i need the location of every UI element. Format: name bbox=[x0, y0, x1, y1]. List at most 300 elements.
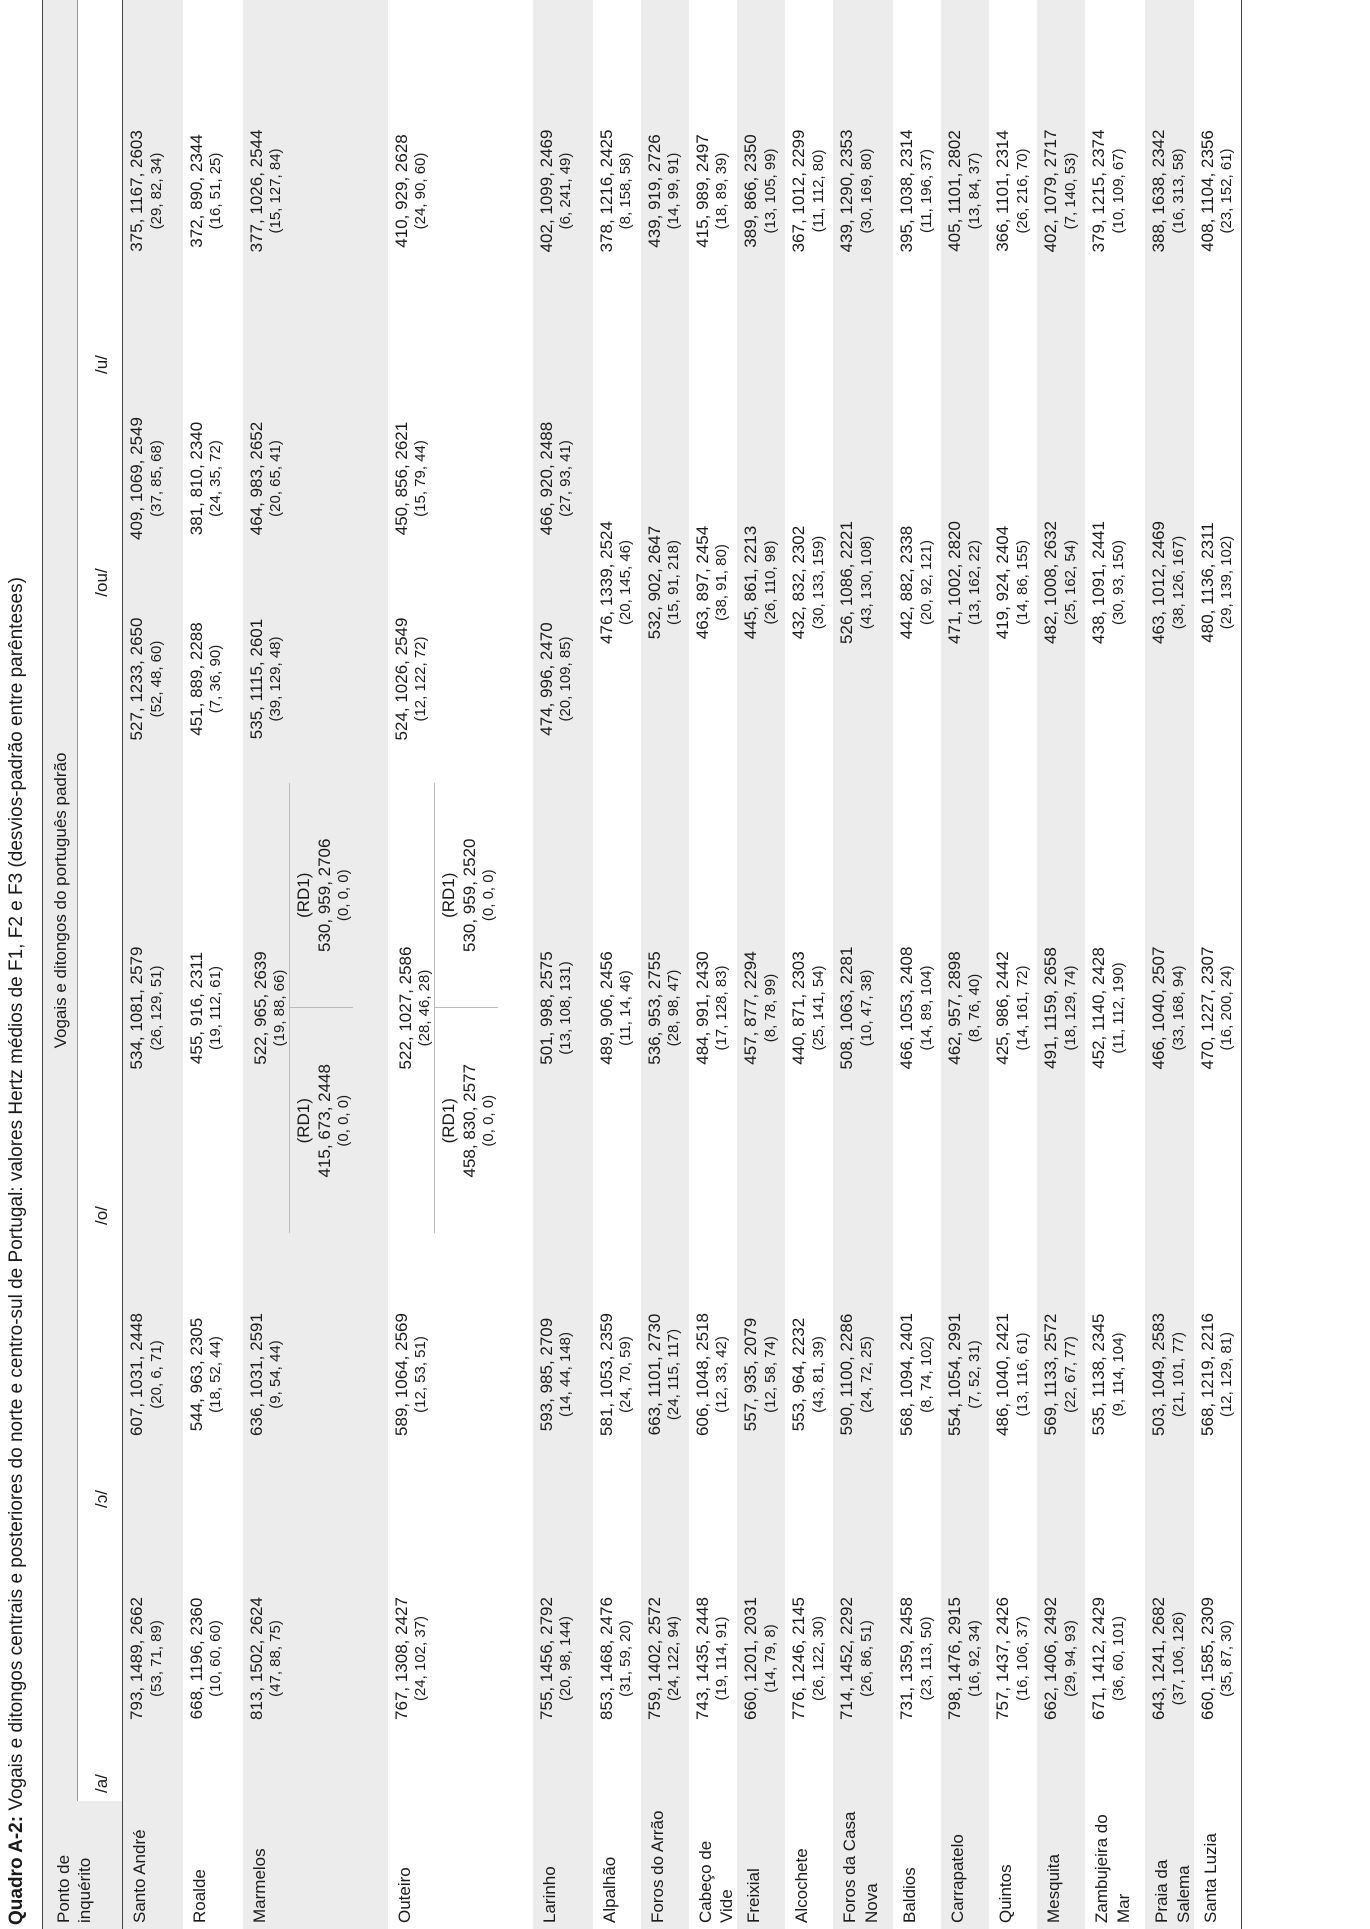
cell-a bbox=[785, 1516, 833, 1801]
mean-values: 377, 1026, 2544 bbox=[246, 129, 266, 253]
mean-values: 743, 1435, 2448 bbox=[692, 1597, 712, 1720]
std-devs: (31, 59, 20) bbox=[617, 1620, 635, 1697]
table-row bbox=[1037, 0, 1085, 1929]
std-devs: (8, 158, 58) bbox=[617, 152, 635, 230]
std-devs: (21, 101, 77) bbox=[1169, 1331, 1187, 1418]
std-devs: (15, 79, 44) bbox=[412, 440, 430, 517]
rd1-right bbox=[435, 783, 498, 1009]
mean-values: 379, 1215, 2374 bbox=[1089, 129, 1109, 253]
cell-open-o bbox=[689, 1233, 738, 1516]
std-devs: (8, 74, 102) bbox=[917, 1336, 935, 1413]
cell-u bbox=[689, 0, 738, 382]
std-devs: (20, 145, 46) bbox=[617, 539, 635, 626]
mean-values: 536, 953, 2755 bbox=[644, 951, 664, 1065]
site-name: Zambujeira do Mar bbox=[1092, 1814, 1133, 1923]
cell-a bbox=[737, 1516, 785, 1801]
mean-values: 508, 1063, 2281 bbox=[837, 946, 857, 1070]
mean-values: 554, 1054, 2991 bbox=[945, 1313, 965, 1436]
cell-u bbox=[893, 0, 941, 382]
cell-ou bbox=[1194, 382, 1242, 783]
cell-u bbox=[388, 0, 533, 382]
mean-values: 532, 902, 2647 bbox=[644, 525, 664, 640]
mean-values: 402, 1099, 2469 bbox=[536, 129, 556, 253]
std-devs: (33, 168, 94) bbox=[1169, 965, 1187, 1051]
mean-values: 438, 1091, 2441 bbox=[1089, 521, 1109, 644]
table-row bbox=[1145, 0, 1194, 1929]
std-devs: (11, 14, 46) bbox=[617, 970, 635, 1046]
cell-o bbox=[243, 783, 388, 1233]
site-name: Santa Luzia bbox=[1194, 1801, 1242, 1929]
std-devs: (29, 139, 102) bbox=[1218, 535, 1236, 630]
cell-o bbox=[785, 783, 833, 1233]
mean-values: 425, 986, 2442 bbox=[993, 951, 1013, 1065]
cell-ou bbox=[689, 382, 738, 783]
mean-values: 568, 1094, 2401 bbox=[897, 1313, 917, 1436]
std-devs: (12, 129, 81) bbox=[1218, 1331, 1236, 1418]
table-caption bbox=[6, 577, 28, 1925]
cell-a bbox=[989, 1516, 1037, 1801]
mean-values: 442, 882, 2338 bbox=[897, 525, 917, 640]
std-devs: (13, 84, 37) bbox=[965, 152, 983, 230]
rd1-right bbox=[290, 783, 353, 1009]
cell-open-o bbox=[833, 1233, 893, 1516]
site-name: Outeiro bbox=[394, 1867, 414, 1923]
mean-values: 526, 1086, 2221 bbox=[837, 521, 857, 644]
cell-open-o bbox=[785, 1233, 833, 1516]
mean-values: 378, 1216, 2425 bbox=[596, 129, 616, 253]
std-devs: (37, 85, 68) bbox=[147, 440, 165, 517]
table-row bbox=[641, 0, 689, 1929]
std-devs: (14, 99, 91) bbox=[665, 152, 683, 230]
site-name: Praia da Salema bbox=[1145, 1801, 1194, 1929]
cell-u bbox=[533, 0, 593, 382]
cell-a bbox=[388, 1516, 533, 1801]
site-name: Alpalhão bbox=[599, 1856, 619, 1923]
mean-values: 395, 1038, 2314 bbox=[897, 129, 917, 253]
mean-values: 590, 1100, 2286 bbox=[837, 1313, 857, 1436]
site-name: Santo André bbox=[123, 1801, 183, 1929]
cell-o bbox=[689, 783, 738, 1233]
mean-values: 482, 1008, 2632 bbox=[1041, 521, 1061, 644]
std-devs: (43, 130, 108) bbox=[857, 535, 875, 630]
cell-a bbox=[1037, 1516, 1085, 1801]
table-body bbox=[123, 0, 1242, 1929]
std-devs: (17, 128, 83) bbox=[713, 965, 731, 1051]
col-header-a: /a/ bbox=[92, 1774, 112, 1793]
cell-a bbox=[1145, 1516, 1194, 1801]
mean-values: 793, 1489, 2662 bbox=[127, 1597, 147, 1720]
std-devs: (13, 105, 99) bbox=[761, 148, 779, 234]
table-row bbox=[941, 0, 989, 1929]
cell-a bbox=[941, 1516, 989, 1801]
mean-values: 522, 965, 2639 bbox=[250, 951, 270, 1065]
std-devs: (26, 122, 30) bbox=[809, 1615, 827, 1702]
mean-values: 450, 856, 2621 bbox=[391, 421, 411, 536]
mean-values: 557, 935, 2079 bbox=[741, 1317, 761, 1432]
cell-o bbox=[1145, 783, 1194, 1233]
mean-values: 466, 1053, 2408 bbox=[897, 946, 917, 1070]
table-row bbox=[737, 0, 785, 1929]
mean-values: 522, 1027, 2586 bbox=[395, 946, 415, 1070]
std-devs: (29, 82, 34) bbox=[147, 152, 165, 230]
table-row bbox=[593, 0, 641, 1929]
std-devs: (24, 102, 37) bbox=[412, 1615, 430, 1702]
cell-u bbox=[123, 0, 183, 382]
cell-u bbox=[1145, 0, 1194, 382]
mean-values: 593, 985, 2709 bbox=[536, 1317, 556, 1432]
cell-open-o bbox=[243, 1233, 388, 1516]
std-devs: (13, 162, 22) bbox=[965, 539, 983, 626]
mean-values: 553, 964, 2232 bbox=[789, 1317, 809, 1432]
cell-open-o bbox=[183, 1233, 243, 1516]
mean-values: 458, 830, 2577 bbox=[459, 1064, 479, 1178]
mean-values: 452, 1140, 2428 bbox=[1089, 947, 1109, 1069]
std-devs: (16, 106, 37) bbox=[1013, 1615, 1031, 1702]
cell-open-o bbox=[1194, 1233, 1242, 1516]
mean-values: 535, 1115, 2601 bbox=[246, 618, 266, 740]
std-devs: (52, 48, 60) bbox=[147, 640, 165, 718]
mean-values: 607, 1031, 2448 bbox=[127, 1313, 147, 1436]
col-header-open-o: /ɔ/ bbox=[92, 1490, 112, 1508]
std-devs: (10, 60, 60) bbox=[207, 1620, 225, 1697]
site-name: Alcochete bbox=[792, 1848, 812, 1923]
cell-ou bbox=[785, 382, 833, 783]
group-header: Vogais e ditongos do português padrão bbox=[43, 0, 78, 1801]
mean-values: 470, 1227, 2307 bbox=[1197, 946, 1217, 1070]
mean-values: 389, 866, 2350 bbox=[741, 134, 761, 248]
mean-values: 524, 1026, 2549 bbox=[391, 617, 411, 741]
site-name: Roalde bbox=[189, 1869, 209, 1923]
mean-values: 643, 1241, 2682 bbox=[1149, 1597, 1169, 1720]
std-devs: (22, 67, 77) bbox=[1061, 1336, 1079, 1413]
std-devs: (0, 0, 0) bbox=[335, 1094, 353, 1147]
cell-u bbox=[989, 0, 1037, 382]
cell-ou-1 bbox=[243, 575, 388, 783]
mean-values: 757, 1437, 2426 bbox=[993, 1597, 1013, 1720]
mean-values: 853, 1468, 2476 bbox=[596, 1597, 616, 1720]
mean-values: 415, 989, 2497 bbox=[692, 134, 712, 248]
std-devs: (7, 52, 31) bbox=[965, 1340, 983, 1409]
mean-values: 767, 1308, 2427 bbox=[391, 1597, 411, 1720]
mean-values: 589, 1064, 2569 bbox=[391, 1313, 411, 1436]
cell-u bbox=[941, 0, 989, 382]
cell-o bbox=[893, 783, 941, 1233]
site-name: Carrapatelo bbox=[941, 1801, 989, 1929]
cell-u bbox=[833, 0, 893, 382]
rd1-left bbox=[435, 1009, 498, 1234]
table-row bbox=[785, 0, 833, 1929]
cell-open-o bbox=[1037, 1233, 1085, 1516]
mean-values: 491, 1159, 2658 bbox=[1041, 947, 1061, 1069]
std-devs: (9, 54, 44) bbox=[267, 1340, 285, 1409]
std-devs: (24, 122, 94) bbox=[665, 1615, 683, 1702]
cell-ou bbox=[641, 382, 689, 783]
cell-open-o bbox=[989, 1233, 1037, 1516]
mean-values: 462, 957, 2898 bbox=[945, 951, 965, 1065]
mean-values: 415, 673, 2448 bbox=[314, 1064, 334, 1178]
std-devs: (43, 81, 39) bbox=[809, 1336, 827, 1413]
cell-u bbox=[641, 0, 689, 382]
table-row bbox=[183, 0, 243, 1929]
std-devs: (11, 196, 37) bbox=[917, 149, 935, 233]
std-devs: (19, 114, 91) bbox=[713, 1616, 731, 1701]
cell-ou-2 bbox=[183, 382, 243, 575]
std-devs: (18, 52, 44) bbox=[207, 1336, 225, 1413]
std-devs: (47, 88, 75) bbox=[267, 1620, 285, 1697]
mean-values: 662, 1406, 2492 bbox=[1041, 1597, 1061, 1720]
mean-values: 471, 1002, 2820 bbox=[945, 521, 965, 644]
std-devs: (28, 46, 28) bbox=[416, 969, 434, 1047]
mean-values: 480, 1136, 2311 bbox=[1197, 522, 1217, 643]
std-devs: (19, 88, 66) bbox=[271, 969, 289, 1047]
mean-values: 466, 920, 2488 bbox=[536, 421, 556, 536]
std-devs: (13, 116, 61) bbox=[1013, 1332, 1031, 1417]
cell-o bbox=[593, 783, 641, 1233]
mean-values: 569, 1133, 2572 bbox=[1041, 1313, 1061, 1436]
cell-a bbox=[1085, 1516, 1145, 1801]
mean-values: 402, 1079, 2717 bbox=[1041, 129, 1061, 253]
std-devs: (7, 140, 53) bbox=[1061, 152, 1079, 230]
mean-values: 535, 1138, 2345 bbox=[1089, 1313, 1109, 1436]
mean-values: 606, 1048, 2518 bbox=[692, 1313, 712, 1436]
cell-open-o bbox=[737, 1233, 785, 1516]
rd1-label: (RD1) bbox=[294, 1098, 314, 1144]
mean-values: 813, 1502, 2624 bbox=[246, 1597, 266, 1720]
mean-values: 439, 1290, 2353 bbox=[837, 129, 857, 253]
std-devs: (10, 109, 67) bbox=[1109, 148, 1127, 234]
std-devs: (16, 313, 58) bbox=[1169, 148, 1187, 234]
site-name: Marmelos bbox=[243, 1801, 388, 1929]
cell-u bbox=[1085, 0, 1145, 382]
cell-ou bbox=[893, 382, 941, 783]
std-devs: (24, 90, 60) bbox=[412, 152, 430, 230]
mean-values: 474, 996, 2470 bbox=[536, 622, 556, 736]
std-devs: (15, 127, 84) bbox=[267, 148, 285, 234]
cell-open-o bbox=[1085, 1233, 1145, 1516]
cell-u bbox=[593, 0, 641, 382]
mean-values: 503, 1049, 2583 bbox=[1149, 1313, 1169, 1436]
std-devs: (19, 112, 61) bbox=[207, 966, 225, 1050]
mean-values: 410, 929, 2628 bbox=[391, 134, 411, 248]
std-devs: (30, 93, 150) bbox=[1109, 539, 1127, 626]
mean-values: 663, 1101, 2730 bbox=[644, 1313, 664, 1436]
site-name: Foros do Arrão bbox=[641, 1801, 689, 1929]
std-devs: (26, 216, 70) bbox=[1013, 148, 1031, 234]
site-name: Baldios bbox=[900, 1867, 920, 1923]
std-devs: (35, 87, 30) bbox=[1218, 1620, 1236, 1697]
std-devs: (20, 92, 121) bbox=[917, 539, 935, 626]
mean-values: 776, 1246, 2145 bbox=[789, 1597, 809, 1720]
mean-values: 439, 919, 2726 bbox=[644, 134, 664, 248]
std-devs: (37, 106, 126) bbox=[1169, 1611, 1187, 1706]
mean-values: 375, 1167, 2603 bbox=[127, 130, 147, 252]
cell-ou bbox=[737, 382, 785, 783]
cell-open-o bbox=[533, 1233, 593, 1516]
std-devs: (7, 36, 90) bbox=[207, 644, 225, 714]
table-row bbox=[123, 0, 183, 1929]
cell-o bbox=[1194, 783, 1242, 1233]
mean-values: 388, 1638, 2342 bbox=[1149, 129, 1169, 253]
std-devs: (24, 115, 117) bbox=[665, 1328, 683, 1421]
cell-open-o bbox=[593, 1233, 641, 1516]
std-devs: (20, 6, 71) bbox=[147, 1340, 165, 1409]
std-devs: (20, 109, 85) bbox=[557, 636, 575, 722]
site-name: Quintos bbox=[996, 1864, 1016, 1923]
mean-values: 466, 1040, 2507 bbox=[1149, 946, 1169, 1070]
cell-o bbox=[641, 783, 689, 1233]
mean-values: 463, 897, 2454 bbox=[692, 525, 712, 640]
mean-values: 409, 1069, 2549 bbox=[127, 417, 147, 540]
cell-a bbox=[243, 1516, 388, 1801]
std-devs: (26, 86, 51) bbox=[857, 1620, 875, 1697]
mean-values: 486, 1040, 2421 bbox=[993, 1313, 1013, 1436]
cell-ou-1 bbox=[388, 575, 533, 783]
cell-ou-2 bbox=[123, 382, 183, 575]
rd1-split bbox=[289, 783, 353, 1233]
cell-ou-1 bbox=[123, 575, 183, 783]
mean-values: 714, 1452, 2292 bbox=[837, 1597, 857, 1720]
cell-open-o bbox=[1145, 1233, 1194, 1516]
mean-values: 530, 959, 2706 bbox=[314, 838, 334, 952]
std-devs: (23, 113, 50) bbox=[917, 1616, 935, 1701]
std-devs: (11, 112, 80) bbox=[809, 149, 827, 233]
cell-ou-2 bbox=[243, 382, 388, 575]
mean-values: 440, 871, 2303 bbox=[789, 951, 809, 1065]
mean-values: 463, 1012, 2469 bbox=[1149, 521, 1169, 644]
table-row bbox=[989, 0, 1037, 1929]
cell-a bbox=[123, 1516, 183, 1801]
std-devs: (12, 33, 42) bbox=[713, 1336, 731, 1413]
rd1-label: (RD1) bbox=[294, 872, 314, 918]
site-name: Freixial bbox=[737, 1801, 785, 1929]
std-devs: (18, 129, 74) bbox=[1061, 965, 1079, 1051]
std-devs: (11, 112, 190) bbox=[1109, 962, 1127, 1054]
mean-values: 372, 890, 2344 bbox=[186, 134, 206, 248]
mean-values: 660, 1201, 2031 bbox=[741, 1597, 761, 1720]
table-row bbox=[1085, 0, 1145, 1929]
cell-u bbox=[1194, 0, 1242, 382]
std-devs: (20, 65, 41) bbox=[267, 440, 285, 517]
cell-open-o bbox=[641, 1233, 689, 1516]
std-devs: (39, 129, 48) bbox=[267, 636, 285, 722]
table-row bbox=[833, 0, 893, 1929]
table-row bbox=[893, 0, 941, 1929]
mean-values: 445, 861, 2213 bbox=[741, 525, 761, 640]
rd1-left bbox=[290, 1009, 353, 1234]
mean-values: 755, 1456, 2792 bbox=[536, 1597, 556, 1720]
mean-values: 419, 924, 2404 bbox=[993, 525, 1013, 640]
mean-values: 464, 983, 2652 bbox=[246, 421, 266, 536]
cell-ou bbox=[1085, 382, 1145, 783]
table-row bbox=[1194, 0, 1242, 1929]
std-devs: (26, 110, 98) bbox=[761, 540, 779, 625]
cell-ou bbox=[989, 382, 1037, 783]
rd1-label: (RD1) bbox=[439, 872, 459, 918]
cell-ou-2 bbox=[388, 382, 533, 575]
std-devs: (14, 86, 155) bbox=[1013, 539, 1031, 626]
std-devs: (36, 60, 101) bbox=[1109, 1615, 1127, 1702]
mean-values: 381, 810, 2340 bbox=[186, 421, 206, 536]
row-header: Ponto de inquérito bbox=[43, 1801, 123, 1929]
std-devs: (12, 122, 72) bbox=[412, 636, 430, 722]
cell-open-o bbox=[388, 1233, 533, 1516]
mean-values: 660, 1585, 2309 bbox=[1197, 1597, 1217, 1720]
cell-a bbox=[893, 1516, 941, 1801]
formant-table bbox=[42, 0, 1242, 1929]
std-devs: (6, 241, 49) bbox=[557, 152, 575, 230]
std-devs: (30, 133, 159) bbox=[809, 535, 827, 630]
std-devs: (10, 47, 38) bbox=[857, 969, 875, 1047]
std-devs: (14, 79, 8) bbox=[761, 1624, 779, 1693]
std-devs: (16, 200, 24) bbox=[1218, 965, 1236, 1051]
cell-o bbox=[941, 783, 989, 1233]
std-devs: (24, 70, 59) bbox=[617, 1336, 635, 1413]
std-devs: (20, 98, 144) bbox=[557, 1615, 575, 1702]
mean-values: 405, 1101, 2802 bbox=[945, 130, 965, 252]
caption-text: Vogais e ditongos centrais e posteriores do norte e centro-sul de Portugal: valores Hertz médios de F1, F2 e F3 (desvios-padrão entre parênteses) bbox=[6, 577, 27, 1816]
col-header-o: /o/ bbox=[92, 1206, 112, 1225]
std-devs: (38, 91, 80) bbox=[713, 544, 731, 621]
cell-a bbox=[833, 1516, 893, 1801]
cell-o bbox=[833, 783, 893, 1233]
cell-a bbox=[533, 1516, 593, 1801]
cell-open-o bbox=[123, 1233, 183, 1516]
std-devs: (14, 161, 72) bbox=[1013, 965, 1031, 1051]
cell-u bbox=[183, 0, 243, 382]
std-devs: (16, 51, 25) bbox=[207, 152, 225, 230]
cell-o bbox=[989, 783, 1037, 1233]
std-devs: (14, 89, 104) bbox=[917, 965, 935, 1051]
std-devs: (18, 89, 39) bbox=[713, 152, 731, 230]
cell-ou bbox=[1145, 382, 1194, 783]
mean-values: 530, 959, 2520 bbox=[459, 838, 479, 952]
cell-a bbox=[183, 1516, 243, 1801]
cell-u bbox=[737, 0, 785, 382]
site-name: Cabeço de Vide bbox=[695, 1840, 737, 1923]
std-devs: (12, 53, 51) bbox=[412, 1336, 430, 1413]
mean-values: 568, 1219, 2216 bbox=[1197, 1313, 1217, 1436]
site-name: Foros da Casa Nova bbox=[833, 1801, 893, 1929]
cell-open-o bbox=[941, 1233, 989, 1516]
mean-values: 581, 1053, 2359 bbox=[596, 1313, 616, 1436]
cell-a bbox=[641, 1516, 689, 1801]
mean-values: 455, 916, 2311 bbox=[186, 951, 206, 1065]
mean-values: 366, 1101, 2314 bbox=[993, 130, 1013, 252]
cell-a bbox=[593, 1516, 641, 1801]
cell-o bbox=[533, 783, 593, 1233]
mean-values: 671, 1412, 2429 bbox=[1089, 1597, 1109, 1720]
mean-values: 408, 1104, 2356 bbox=[1197, 130, 1217, 252]
table-row bbox=[243, 0, 388, 1929]
std-devs: (8, 76, 40) bbox=[965, 973, 983, 1043]
mean-values: 534, 1081, 2579 bbox=[127, 946, 147, 1070]
site-name: Larinho bbox=[533, 1801, 593, 1929]
cell-ou bbox=[1037, 382, 1085, 783]
std-devs: (26, 129, 51) bbox=[147, 965, 165, 1051]
mean-values: 501, 998, 2575 bbox=[536, 951, 556, 1065]
cell-u bbox=[1037, 0, 1085, 382]
table-row bbox=[388, 0, 533, 1929]
cell-o bbox=[737, 783, 785, 1233]
std-devs: (15, 91, 218) bbox=[665, 539, 683, 626]
rd1-split bbox=[434, 783, 498, 1233]
cell-ou-1 bbox=[533, 575, 593, 783]
cell-ou bbox=[593, 382, 641, 783]
site-name: Mesquita bbox=[1037, 1801, 1085, 1929]
caption-label: Quadro A-2: bbox=[6, 1815, 27, 1925]
std-devs: (24, 35, 72) bbox=[207, 440, 225, 517]
cell-o bbox=[1037, 783, 1085, 1233]
